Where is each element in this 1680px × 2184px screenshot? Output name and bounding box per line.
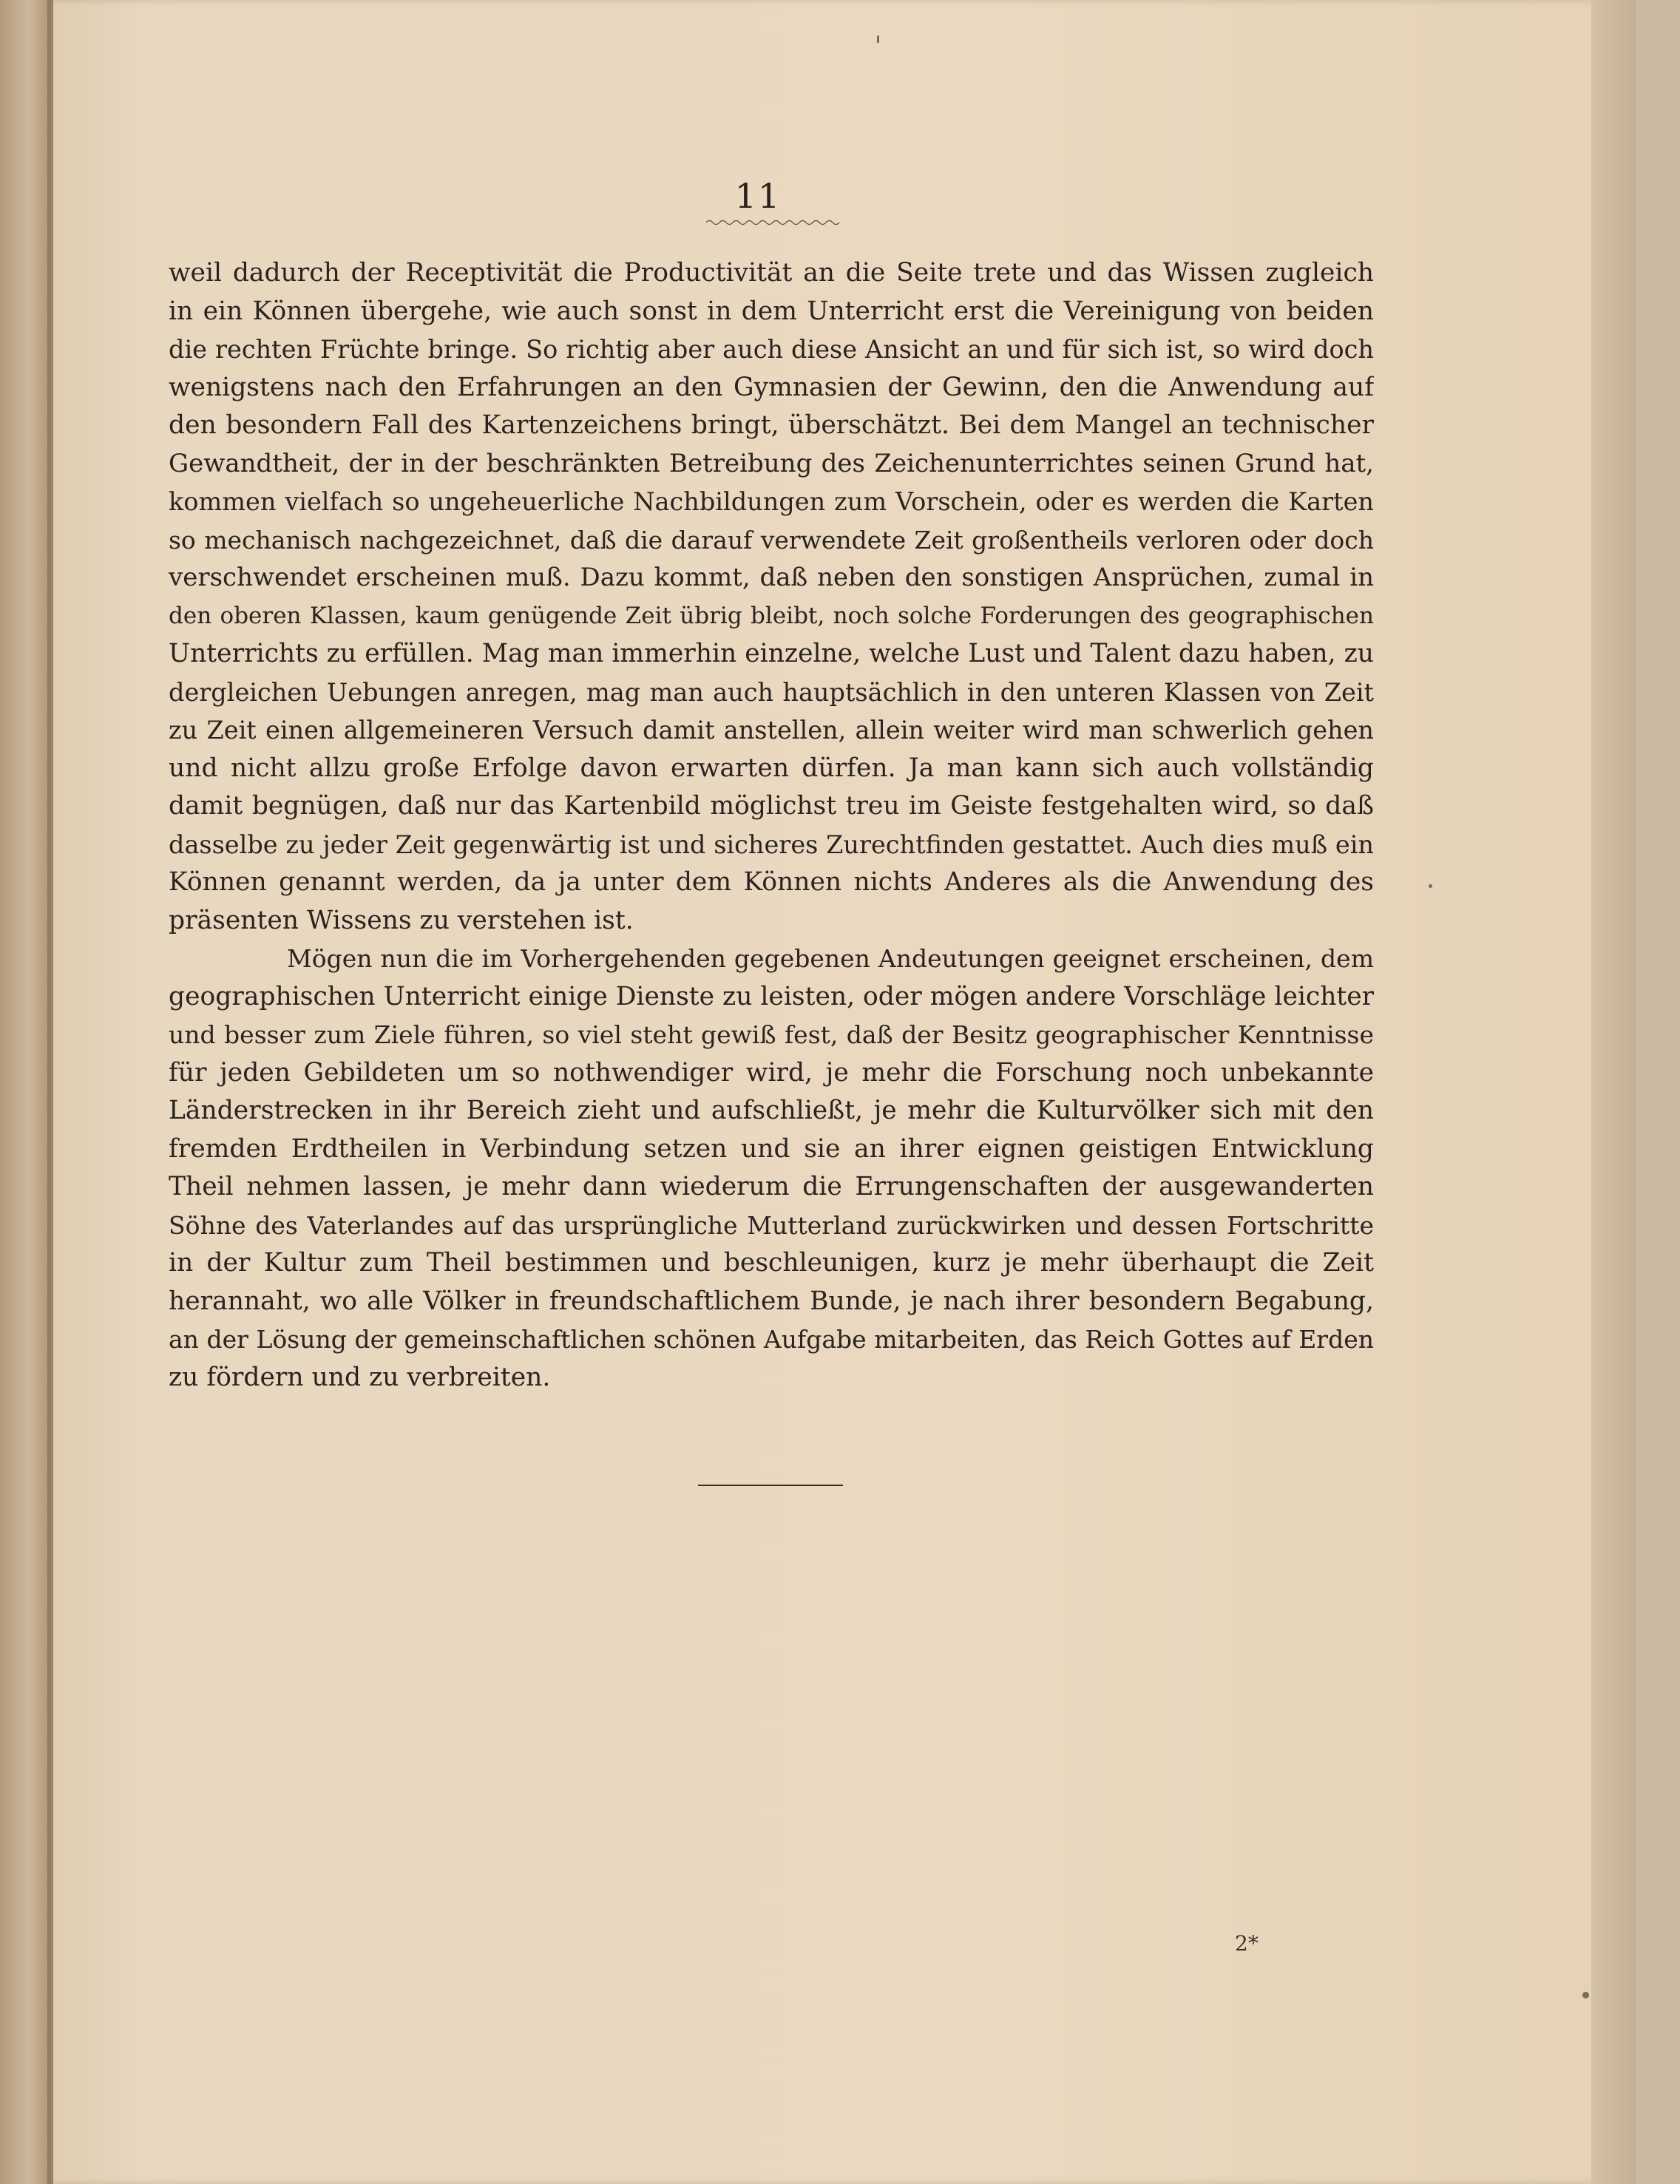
page-number: 11 (734, 176, 782, 216)
text-line: geographischen Unterricht einige Dienste zu leisten, oder mögen andere Vorschläge leichter (169, 981, 1374, 1011)
book-gutter (0, 0, 53, 2184)
text-line: damit begnügen, daß nur das Kartenbild möglichst treu im Geiste festgehalten wird, so daß (169, 791, 1374, 821)
text-line: verschwendet erscheinen muß. Dazu kommt, daß neben den sonstigen Ansprüchen, zumal in (169, 563, 1374, 592)
text-line: kommen vielfach so ungeheuerliche Nachbildungen zum Vorschein, oder es werden die Karten (169, 487, 1374, 516)
text-line: weil dadurch der Receptivität die Productivität an die Seite trete und das Wissen zugleich (169, 258, 1374, 288)
text-line: an der Lösung der gemeinschaftlichen schönen Aufgabe mitarbeiten, das Reich Gottes auf Erden (169, 1325, 1374, 1354)
text-line: und nicht allzu große Erfolge davon erwarten dürfen. Ja man kann sich auch vollständig (169, 753, 1374, 783)
signature-mark: 2* (1235, 1931, 1259, 1956)
text-line: dasselbe zu jeder Zeit gegenwärtig ist und sicheres Zurechtfinden gestattet. Auch dies muß ein (169, 830, 1374, 859)
text-line: und besser zum Ziele führen, so viel steht gewiß fest, daß der Besitz geographischer Kenntnisse (169, 1020, 1374, 1049)
text-line: in ein Können übergehe, wie auch sonst in dem Unterricht erst die Vereinigung von beiden (169, 296, 1374, 326)
text-line: Theil nehmen lassen, je mehr dann wiederum die Errungenschaften der ausgewanderten (169, 1172, 1374, 1201)
text-line: wenigstens nach den Erfahrungen an den Gymnasien der Gewinn, den die Anwendung auf (169, 372, 1374, 402)
paper-speck (1429, 884, 1432, 888)
text-line: die rechten Früchte bringe. So richtig aber auch diese Ansicht an und für sich ist, so wird doch (169, 335, 1374, 364)
paper-speck (1582, 1992, 1589, 1998)
decorative-wavy-rule (706, 219, 839, 226)
text-line: so mechanisch nachgezeichnet, daß die darauf verwendete Zeit großentheils verloren oder doch (169, 525, 1374, 555)
text-line: Länderstrecken in ihr Bereich zieht und aufschließt, je mehr die Kulturvölker sich mit den (169, 1096, 1374, 1125)
text-line: Söhne des Vaterlandes auf das ursprüngliche Mutterland zurückwirken und dessen Fortschritte (169, 1210, 1374, 1240)
text-line: Gewandtheit, der in der beschränkten Betreibung des Zeichenunterrichtes seinen Grund hat, (169, 448, 1374, 478)
text-line: in der Kultur zum Theil bestimmen und beschleunigen, kurz je mehr überhaupt die Zeit (169, 1248, 1374, 1278)
paper-speck (877, 35, 879, 43)
text-line: Mögen nun die im Vorhergehenden gegebenen Andeutungen geeignet erscheinen, dem (287, 944, 1374, 973)
text-line: dergleichen Uebungen anregen, mag man auch hauptsächlich in den unteren Klassen von Zeit (169, 677, 1374, 707)
section-end-rule (698, 1485, 843, 1486)
text-line: den besondern Fall des Kartenzeichens bringt, überschätzt. Bei dem Mangel an technischer (169, 410, 1374, 440)
text-line: fremden Erdtheilen in Verbindung setzen und sie an ihrer eignen geistigen Entwicklung (169, 1133, 1374, 1164)
body-text (169, 254, 1374, 1397)
text-line: herannaht, wo alle Völker in freundschaftlichem Bunde, je nach ihrer besondern Begabung, (169, 1286, 1374, 1316)
text-line: präsenten Wissens zu verstehen ist. (169, 905, 634, 935)
text-line: Können genannt werden, da ja unter dem Können nichts Anderes als die Anwendung des (169, 867, 1374, 897)
text-line: Unterrichts zu erfüllen. Mag man immerhin einzelne, welche Lust und Talent dazu haben, zu (169, 639, 1374, 668)
text-line: zu fördern und zu verbreiten. (169, 1362, 551, 1392)
text-line: für jeden Gebildeten um so nothwendiger wird, je mehr die Forschung noch unbekannte (169, 1057, 1374, 1088)
text-line: den oberen Klassen, kaum genügende Zeit übrig bleibt, noch solche Forderungen des geographischen (169, 602, 1374, 629)
text-line: zu Zeit einen allgemeineren Versuch damit anstellen, allein weiter wird man schwerlich gehen (169, 716, 1374, 745)
page-edge (1591, 0, 1636, 2184)
